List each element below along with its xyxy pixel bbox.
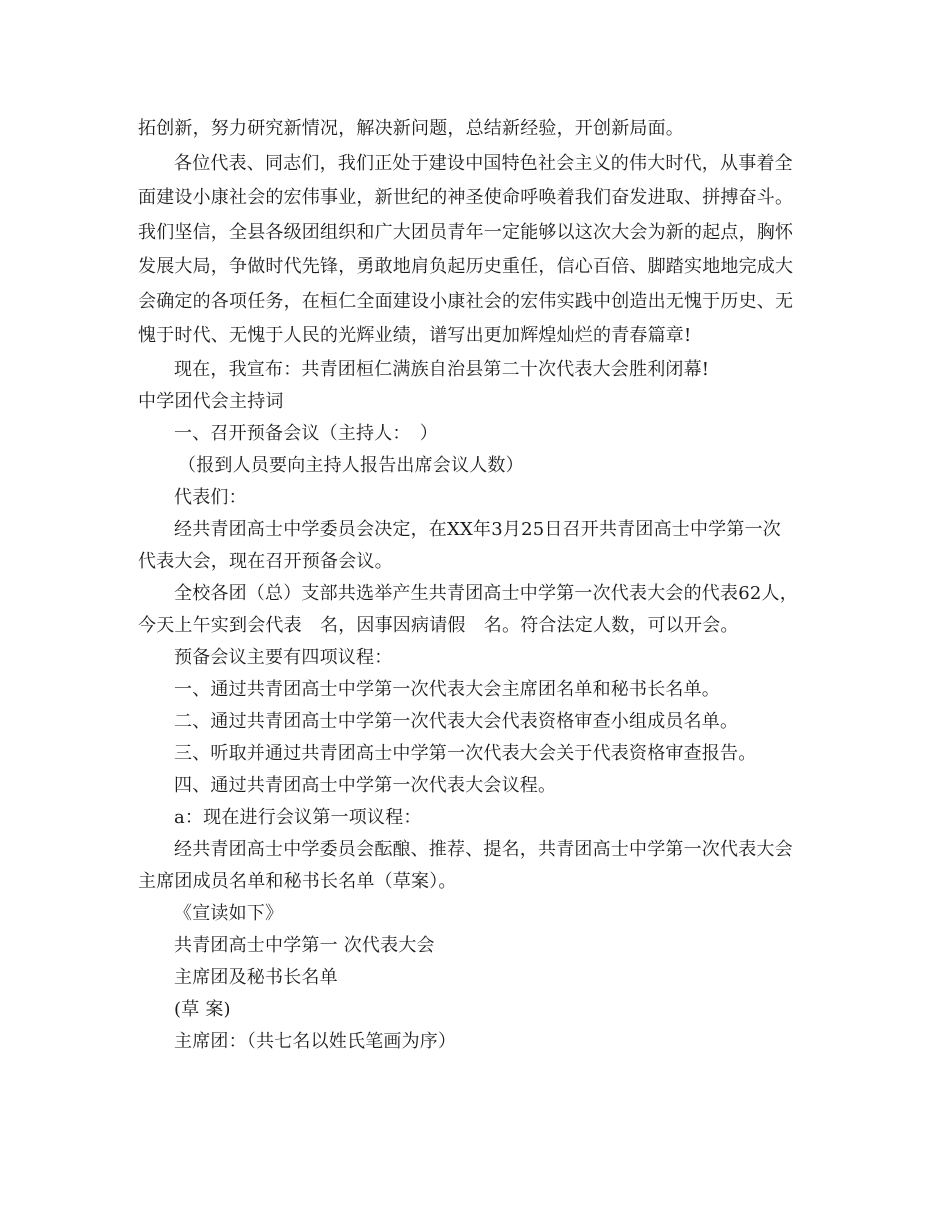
list-title: 主席团及秘书长名单 xyxy=(174,966,338,988)
paragraph-line: 经共青团高士中学委员会酝酿、推荐、提名，共青团高士中学第一次代表大会 xyxy=(174,838,793,860)
list-title: 共青团高士中学第一 次代表大会 xyxy=(174,934,435,956)
agenda-item: 三、听取并通过共青团高士中学第一次代表大会关于代表资格审查报告。 xyxy=(174,742,757,764)
paragraph-line: 发展大局，争做时代先锋，勇敢地肩负起历史重任，信心百倍、脚踏实地地完成大 xyxy=(138,256,794,277)
paragraph-line: 会确定的各项任务，在桓仁全面建设小康社会的宏伟实践中创造出无愧于历史、无 xyxy=(138,290,794,312)
paragraph-line: 面建设小康社会的宏伟事业，新世纪的神圣使命呼唤着我们奋发进取、拼搏奋斗。 xyxy=(138,187,794,208)
agenda-item: 四、通过共青团高士中学第一次代表大会议程。 xyxy=(174,774,557,796)
paragraph-line: 全校各团（总）支部共选举产生共青团高士中学第一次代表大会的代表62人， xyxy=(174,582,798,604)
paragraph-line: 今天上午实到会代表 名，因事因病请假 名。符合法定人数，可以开会。 xyxy=(138,614,739,636)
agenda-intro: 预备会议主要有四项议程： xyxy=(174,646,393,668)
presidium-heading: 主席团：（共七名以姓氏笔画为序） xyxy=(174,1030,457,1052)
reading-note: 《宣读如下》 xyxy=(174,902,284,924)
paragraph-line: 主席团成员名单和秘书长名单（草案）。 xyxy=(138,870,457,892)
section-title: 中学团代会主持词 xyxy=(138,390,284,412)
agenda-step: a：现在进行会议第一项议程： xyxy=(174,806,422,828)
paragraph-line: 代表大会，现在召开预备会议。 xyxy=(138,550,393,572)
paragraph-line: 拓创新，努力研究新情况，解决新问题，总结新经验，开创新局面。 xyxy=(138,118,684,139)
closing-announcement: 现在，我宣布：共青团桓仁满族自治县第二十次代表大会胜利闭幕! xyxy=(174,358,710,380)
salutation: 代表们： xyxy=(174,486,247,508)
draft-label: (草 案) xyxy=(174,998,231,1020)
paragraph-line: 愧于时代、无愧于人民的光辉业绩，谱写出更加辉煌灿烂的青春篇章! xyxy=(138,325,692,346)
paragraph-line: 经共青团高士中学委员会决定，在XX年3月25日召开共青团高士中学第一次 xyxy=(174,518,781,540)
agenda-item: 二、通过共青团高士中学第一次代表大会代表资格审查小组成员名单。 xyxy=(174,710,739,732)
note-line: （报到人员要向主持人报告出席会议人数） xyxy=(178,454,524,476)
document-body xyxy=(138,112,828,1058)
paragraph-line: 各位代表、同志们，我们正处于建设中国特色社会主义的伟大时代，从事着全 xyxy=(174,152,793,174)
agenda-heading: 一、召开预备会议（主持人： ） xyxy=(174,422,438,444)
paragraph-line: 我们坚信，全县各级团组织和广大团员青年一定能够以这次大会为新的起点，胸怀 xyxy=(138,221,794,243)
agenda-item: 一、通过共青团高士中学第一次代表大会主席团名单和秘书长名单。 xyxy=(174,678,720,700)
